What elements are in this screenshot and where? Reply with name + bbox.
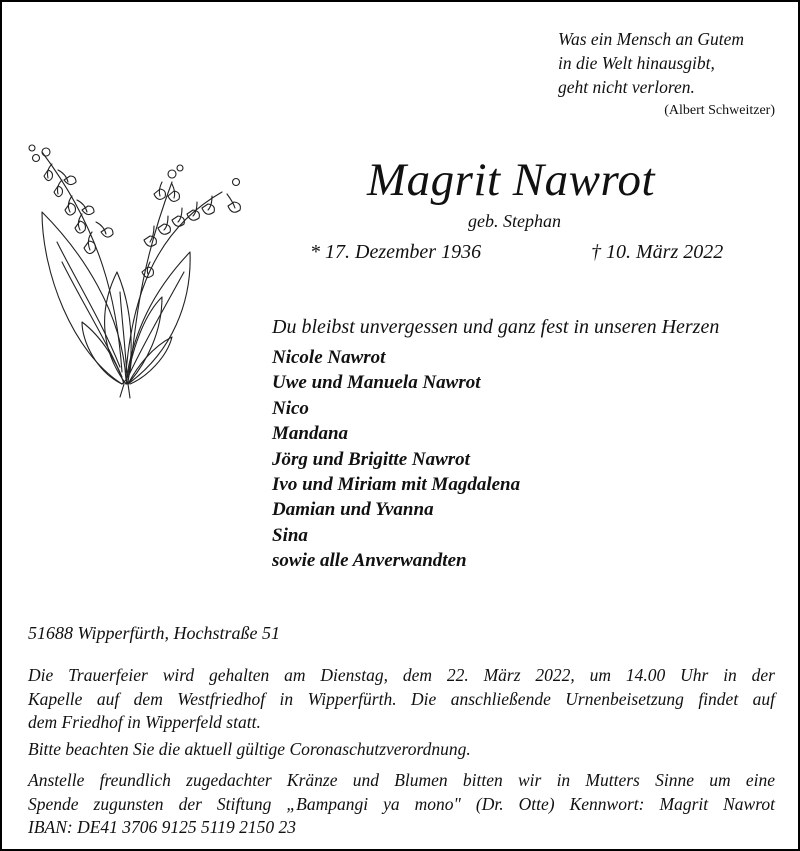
funeral-line: Die Trauerfeier wird gehalten am Dienstag, dem 22. März 2022, um 14.00 Uhr in der [28,665,775,685]
covid-line: Bitte beachten Sie die aktuell gültige Coronaschutzverordnung. [28,739,471,759]
mourner: Damian und Yvanna [272,499,434,521]
address: 51688 Wipperfürth, Hochstraße 51 [28,623,280,643]
mourner: Nicole Nawrot [272,347,386,368]
birth-date: * 17. Dezember 1936 [310,241,482,263]
donation-line: Anstelle freundlich zugedachter Kränze und Blumen bitten wir in Mutters Sinne um eine [28,770,775,790]
mourner: Nico [272,397,309,419]
covid-notice [28,738,775,762]
funeral-info [28,664,775,735]
funeral-line: dem Friedhof in Wipperfeld statt. [28,712,261,732]
motto: Du bleibst unvergessen und ganz fest in unseren Herzen [272,316,720,338]
quote-line: Was ein Mensch an Gutem [558,29,744,49]
quote-block [558,27,788,122]
mourner: Sina [272,524,308,546]
lily-of-the-valley-icon [22,122,272,402]
mourners-list [272,345,520,574]
donation-line: Spende zugunsten der Stiftung „Bampangi ya mono" (Dr. Otte) Kennwort: Magrit Nawrot [28,793,775,814]
deceased-name: Magrit Nawrot [367,154,656,206]
mourner: Ivo und Miriam mit Magdalena [272,474,521,496]
mourner: sowie alle Anverwandten [272,550,467,572]
mourner: Jörg und Brigitte Nawrot [272,448,470,470]
quote-attribution: (Albert Schweitzer) [664,103,775,118]
funeral-line: Kapelle auf dem Westfriedhof in Wipperfürth. Die anschließende Urnenbeisetzung findet auf [28,688,775,709]
quote-line: geht nicht verloren. [558,77,695,97]
maiden-name: geb. Stephan [468,211,561,231]
mourner: Uwe und Manuela Nawrot [272,372,481,394]
mourner: Mandana [272,423,349,445]
donation-info [28,769,775,840]
quote-line: in die Welt hinausgibt, [558,53,715,73]
donation-line: IBAN: DE41 3706 9125 5119 2150 23 [28,817,296,837]
death-date: † 10. März 2022 [591,241,724,263]
